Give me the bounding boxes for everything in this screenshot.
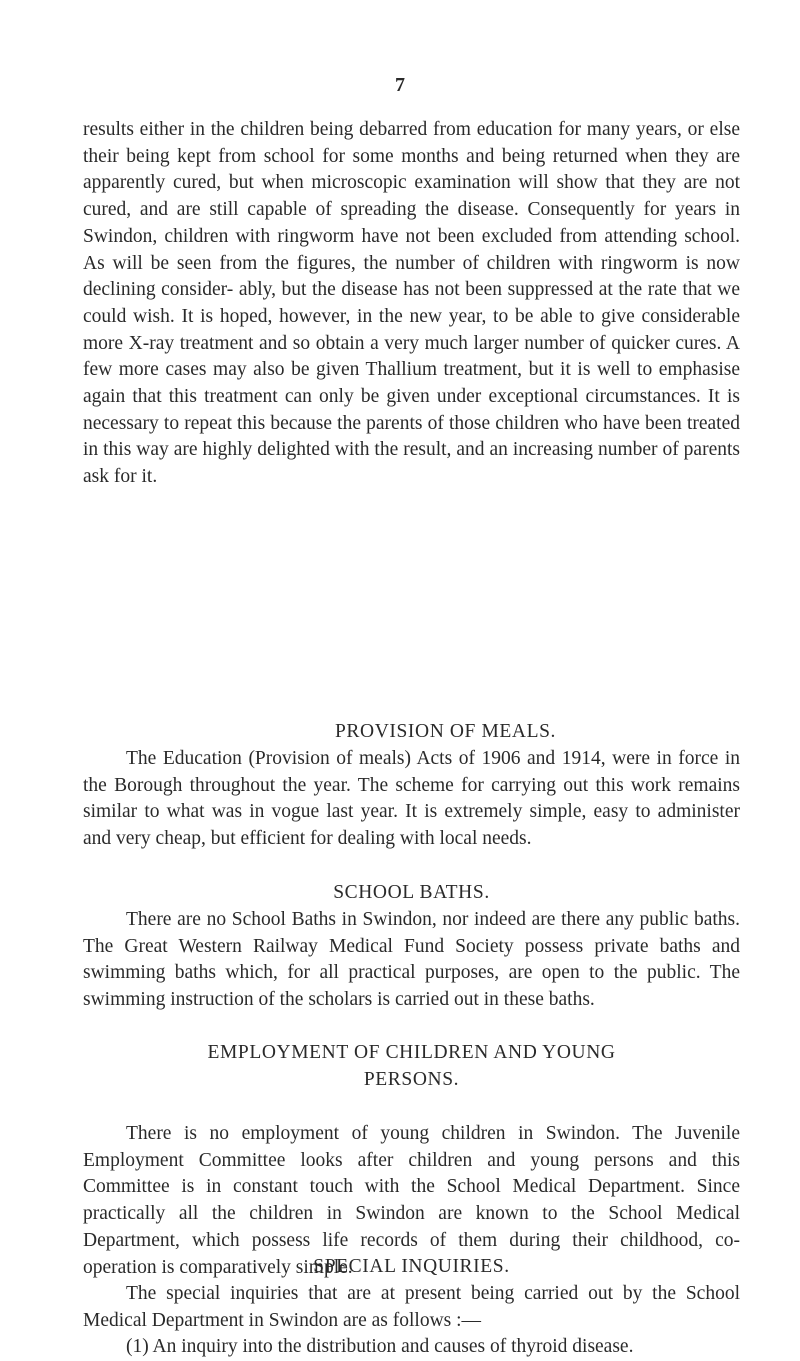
employment-heading — [83, 1040, 740, 1093]
page-number: 7 — [395, 74, 405, 96]
provision-of-meals-heading: PROVISION OF MEALS. — [334, 721, 557, 742]
school-baths-heading: SCHOOL BATHS. — [333, 882, 490, 903]
special-inquiries-heading: SPECIAL INQUIRIES. — [313, 1256, 510, 1277]
ringworm-paragraph: results either in the children being debarred from education for many years, or else their being kept from school for some months and being returned when they are apparently cured, but when microscopic examination will show that they are not cured, and are still capable of spreading the disease. Consequently for years in Swindon, children with ringworm have not been excluded from attending school. As will be seen from the figures, the number of children with ringworm is now declining consider- ably, but the disease has not been suppressed at the rate that we could wish. It is hoped, however, in the new year, to be able to give considerable more X-ray treatment and so obtain a very much larger number of quicker cures. A few more cases may also be given Thallium treatment, but it is well to emphasise again that this treatment can only be given under exceptional circumstances. It is necessary to repeat this because the parents of those children who have been treated in this way are highly delighted with the result, and an increasing number of parents ask for it. — [83, 119, 740, 488]
employment-heading-line2: PERSONS. — [363, 1068, 460, 1090]
ringworm-continuation-section — [83, 117, 740, 491]
employment-heading-line1: EMPLOYMENT OF CHILDREN AND YOUNG — [207, 1042, 616, 1063]
provision-of-meals-heading-block — [83, 719, 774, 746]
employment-paragraph: There is no employment of young children in Swindon. The Juvenile Employment Committee looks after children and young persons and this Committee is in constant touch with the School Medical Department. Since practically all the children in Swindon are known to the School Medical Department, which possess life records of them during their childhood, co-operation is comparatively simple. — [83, 1123, 740, 1278]
special-inquiries-section — [83, 1281, 740, 1361]
school-baths-paragraph: There are no School Baths in Swindon, nor indeed are there any public baths. The Great Western Railway Medical Fund Society possess private baths and swimming baths which, for all practical purposes, are open to the public. The swimming instruction of the scholars is carried out in these baths. — [83, 909, 740, 1011]
special-inquiries-heading-block — [83, 1254, 740, 1281]
provision-of-meals-paragraph: The Education (Provision of meals) Acts of 1906 and 1914, were in force in the Borough throughout the year. The scheme for carrying out this work remains similar to what was in vogue last year. It is extremely simple, easy to administer and very cheap, but efficient for dealing with local needs. — [83, 748, 740, 850]
special-inquiries-intro: The special inquiries that are at present being carried out by the School Medical Department in Swindon are as follows :— — [83, 1283, 740, 1331]
employment-heading-block — [83, 1040, 740, 1093]
school-baths-heading-block — [83, 880, 740, 907]
provision-of-meals-section — [83, 746, 740, 853]
special-inquiries-item-1: (1) An inquiry into the distribution and causes of thyroid disease. — [126, 1336, 634, 1358]
school-baths-section — [83, 907, 740, 1014]
